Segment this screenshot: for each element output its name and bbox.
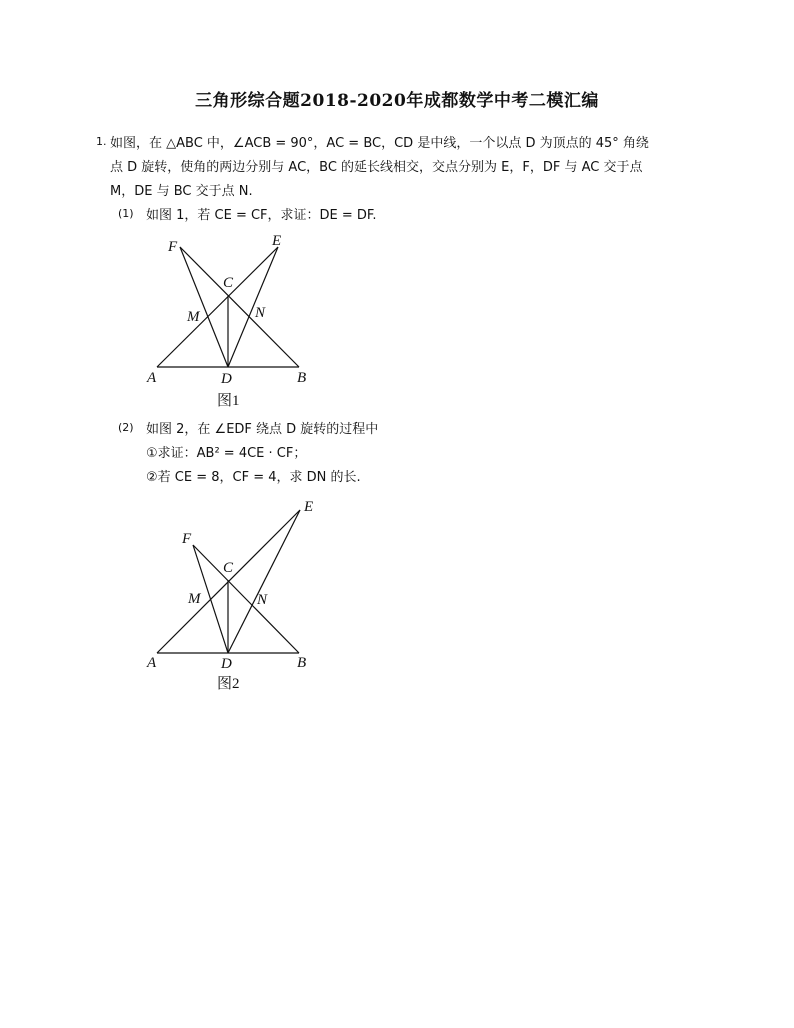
fig1-label-E: E: [272, 233, 282, 249]
fig2-segment-BF: [193, 545, 299, 653]
fig1-label-B: B: [297, 370, 307, 386]
fig2-label-D: D: [221, 656, 232, 672]
part2-label: (2): [118, 421, 134, 434]
part2-text: 如图 2，在 ∠EDF 绕点 D 旋转的过程中: [146, 422, 379, 437]
fig1-label-C: C: [223, 275, 234, 291]
fig1-label-A: A: [147, 370, 157, 386]
question-intro-line-1: 如图，在 △ABC 中，∠ACB = 90°，AC = BC，CD 是中线，一个以点 D 为顶点的 45° 角绕: [110, 136, 649, 151]
part1-label: (1): [118, 207, 134, 220]
fig1-label-F: F: [168, 239, 178, 255]
fig1-label-M: M: [187, 309, 200, 325]
fig1-label-N: N: [255, 305, 266, 321]
page-title: 三角形综合题2018-2020年成都数学中考二模汇编: [195, 91, 599, 111]
question-number: 1.: [96, 135, 107, 148]
fig2-caption: 图2: [217, 676, 240, 692]
part1-text: 如图 1，若 CE = CF，求证：DE = DF.: [146, 208, 377, 223]
fig2-label-F: F: [182, 531, 192, 547]
fig2-label-E: E: [304, 499, 314, 515]
part2-item2: ②若 CE = 8，CF = 4，求 DN 的长.: [146, 470, 361, 485]
part2-item1: ①求证：AB² = 4CE · CF；: [146, 446, 307, 461]
fig2-label-M: M: [188, 591, 201, 607]
fig2-label-N: N: [257, 592, 268, 608]
fig2-label-A: A: [147, 655, 157, 671]
fig1-caption: 图1: [217, 393, 240, 409]
question-intro-line-2: 点 D 旋转，使角的两边分别与 AC，BC 的延长线相交，交点分别为 E，F，DF 与 AC 交于点: [110, 160, 643, 175]
question-intro-line-3: M，DE 与 BC 交于点 N.: [110, 184, 253, 199]
fig1-label-D: D: [221, 371, 232, 387]
fig2-label-C: C: [223, 560, 234, 576]
fig2-segment-DE: [228, 510, 300, 653]
fig2-label-B: B: [297, 655, 307, 671]
